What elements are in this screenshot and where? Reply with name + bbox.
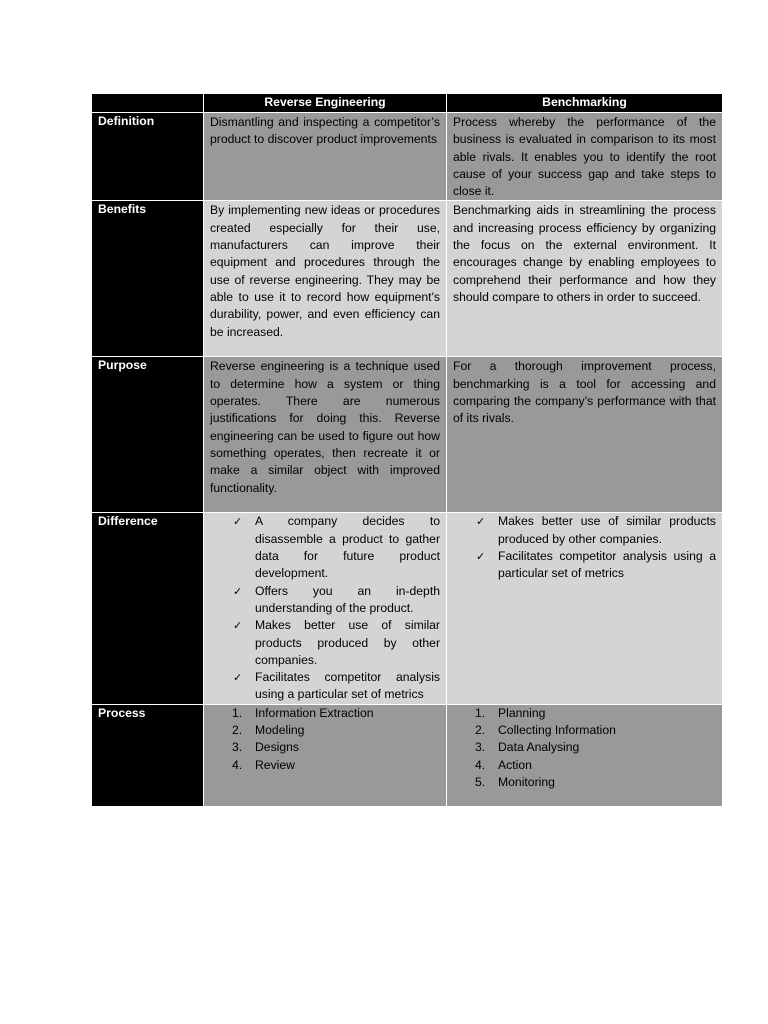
purpose-bench-text: For a thorough improvement process, benchmarking is a tool for accessing and comparing the company’s performance with that of its rivals. — [453, 359, 716, 426]
step-number: 4. — [475, 757, 486, 772]
step-number: 5. — [475, 774, 486, 789]
list-item — [233, 669, 440, 704]
difference-bench-cell — [447, 513, 723, 704]
step-text: Monitoring — [498, 774, 555, 789]
definition-reverse-text: Dismantling and inspecting a competitor’s product to discover product improvements — [210, 115, 440, 147]
list-item — [233, 617, 440, 669]
step-text: Data Analysing — [498, 740, 580, 755]
table-row-definition — [92, 113, 723, 201]
process-reverse-list — [210, 705, 440, 774]
purpose-reverse-text: Reverse engineering is a technique used to determine how a system or thing operates. There are numerous justifications for doing this. Reverse engineering can be used to figure out how something operates, then recreate it or make a similar object with improved functionality. — [210, 359, 440, 495]
table-row-process — [92, 704, 723, 806]
list-item — [476, 513, 716, 548]
step-text: Review — [255, 757, 295, 772]
step-text: Planning — [498, 705, 546, 720]
benefits-bench-cell — [447, 201, 723, 357]
list-item — [475, 774, 716, 791]
list-item — [232, 705, 440, 722]
step-text: Information Extraction — [255, 705, 374, 720]
row-label-difference: Difference — [92, 513, 204, 704]
table-row-difference — [92, 513, 723, 704]
definition-reverse-cell — [204, 113, 447, 201]
header-benchmarking: Benchmarking — [447, 94, 723, 113]
list-item-text: Makes better use of similar products produced by other companies. — [255, 618, 440, 667]
step-text: Collecting Information — [498, 723, 616, 738]
step-number: 4. — [232, 757, 243, 772]
purpose-reverse-cell — [204, 357, 447, 513]
list-item — [232, 757, 440, 774]
list-item — [475, 757, 716, 774]
list-item-text: Facilitates competitor analysis using a particular set of metrics — [498, 549, 716, 581]
difference-reverse-cell — [204, 513, 447, 704]
table-header-row — [92, 94, 723, 113]
comparison-table — [91, 93, 723, 807]
definition-bench-cell — [447, 113, 723, 201]
list-item — [475, 739, 716, 756]
definition-bench-text: Process whereby the performance of the business is evaluated in comparison to its most able rivals. It enables you to identify the root cause of your success gap and take steps to close it. — [453, 115, 716, 199]
step-number: 1. — [232, 705, 243, 720]
list-item-text: Offers you an in-depth understanding of the product. — [255, 583, 440, 615]
row-label-benefits: Benefits — [92, 201, 204, 357]
checkmark-icon: ✓ — [233, 671, 243, 685]
table-row-benefits — [92, 201, 723, 357]
step-number: 3. — [232, 740, 243, 755]
step-text: Action — [498, 757, 532, 772]
list-item — [232, 722, 440, 739]
list-item — [475, 705, 716, 722]
step-number: 3. — [475, 740, 486, 755]
step-number: 1. — [475, 705, 486, 720]
step-number: 2. — [475, 723, 486, 738]
difference-reverse-list — [210, 513, 440, 703]
checkmark-icon: ✓ — [476, 550, 486, 564]
benefits-reverse-text: By implementing new ideas or procedures created especially for their use, manufacturers can improve their equipment and procedures through the use of reverse engineering. They may be able to use it to record how equipment's durability, power, and even efficiency can be increased. — [210, 203, 440, 339]
list-item-text: Makes better use of similar products produced by other companies. — [498, 514, 716, 546]
difference-bench-list — [453, 513, 716, 582]
list-item — [233, 513, 440, 582]
table-row-purpose — [92, 357, 723, 513]
process-reverse-cell — [204, 704, 447, 806]
list-item — [476, 548, 716, 583]
checkmark-icon: ✓ — [476, 515, 486, 529]
row-label-definition: Definition — [92, 113, 204, 201]
list-item — [233, 583, 440, 618]
row-label-process: Process — [92, 704, 204, 806]
checkmark-icon: ✓ — [233, 515, 243, 529]
process-bench-cell — [447, 704, 723, 806]
list-item — [475, 722, 716, 739]
list-item — [232, 739, 440, 756]
checkmark-icon: ✓ — [233, 619, 243, 633]
process-bench-list — [453, 705, 716, 791]
purpose-bench-cell — [447, 357, 723, 513]
benefits-bench-text: Benchmarking aids in streamlining the process and increasing process efficiency by organizing the focus on the external environment. It encourages change by enabling employees to comprehend their performance and how they should compare to others in order to succeed. — [453, 203, 716, 304]
header-corner-cell — [92, 94, 204, 113]
list-item-text: Facilitates competitor analysis using a particular set of metrics — [255, 670, 440, 702]
step-text: Modeling — [255, 723, 305, 738]
list-item-text: A company decides to disassemble a product to gather data for future product development. — [255, 514, 440, 581]
header-reverse-engineering: Reverse Engineering — [204, 94, 447, 113]
step-text: Designs — [255, 740, 300, 755]
row-label-purpose: Purpose — [92, 357, 204, 513]
step-number: 2. — [232, 723, 243, 738]
checkmark-icon: ✓ — [233, 584, 243, 598]
benefits-reverse-cell — [204, 201, 447, 357]
